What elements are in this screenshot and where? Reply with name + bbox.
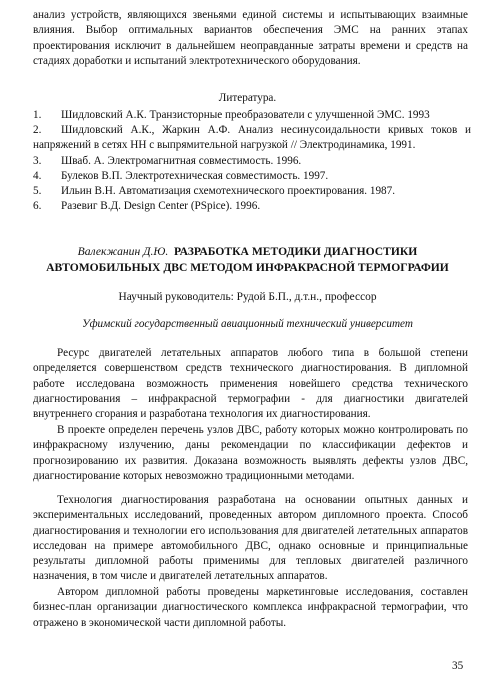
reference-number: 4. — [33, 169, 42, 182]
reference-number: 5. — [33, 185, 42, 198]
body-paragraph: Автором дипломной работы проведены маркетинговые исследования, составлен бизнес-план организации диагностического комплекса инфракрасной термографии, что отражено в экономической части дипломной работы. — [33, 586, 468, 629]
reference-item — [33, 154, 471, 169]
intro-paragraph: анализ устройств, являющихся звеньями единой системы и испытывающих взаимные влияния. Выбор оптимальных вариантов обеспечения ЭМС на ранних этапах проектирования исключит в дальнейшем неоправданные затраты времени и средств на стадиях доработки и испытаний электротехнического оборудования. — [33, 9, 468, 67]
reference-text: Шидловский А.К. Транзисторные преобразователи с улучшенной ЭМС. 1993 — [61, 109, 430, 121]
reference-number: 6. — [33, 200, 42, 213]
article-title-line1: РАЗРАБОТКА МЕТОДИКИ ДИАГНОСТИКИ — [174, 245, 418, 258]
reference-text: Шидловский А.К., Жаркин А.Ф. Анализ несинусоидальности кривых токов и напряжений в сетях НН с выпрямительной нагрузкой // Электродинамика, 1991. — [33, 124, 471, 152]
article-author: Валекжанин Д.Ю. — [77, 245, 169, 258]
reference-item — [33, 184, 471, 199]
reference-text: Разевиг В.Д. Design Center (PSpice). 1996. — [61, 200, 261, 213]
reference-number: 3. — [33, 154, 42, 167]
article-title-line2: АВТОМОБИЛЬНЫХ ДВС МЕТОДОМ ИНФРАКРАСНОЙ ТЕРМОГРАФИИ — [46, 261, 449, 274]
reference-number: 1. — [33, 109, 42, 121]
supervisor: Научный руководитель: Рудой Б.П., д.т.н., профессор — [118, 291, 377, 303]
reference-item — [33, 169, 471, 184]
reference-item — [33, 199, 471, 214]
body-paragraph: Ресурс двигателей летательных аппаратов любого типа в большой степени определяется совершенством средств технического диагностирования. В дипломной работе исследована возможность применения новейшего средства технического диагностирования – инфракрасной термографии - для диагностики двигателей внутреннего сгорания и разработана технология их диагностирования. — [33, 347, 468, 421]
reference-number: 2. — [33, 124, 42, 137]
reference-text: Ильин В.Н. Автоматизация схемотехнического проектирования. 1987. — [61, 185, 396, 198]
university: Уфимский государственный авиационный технический университет — [82, 318, 413, 330]
body-paragraph: В проекте определен перечень узлов ДВС, работу которых можно контролировать по инфракрасному излучению, даны рекомендации по классификации дефектов и прогнозированию их развития. Доказана возможность выявлять дефекты узлов ДВС, диагностирование которых невозможно традиционными методами. — [33, 424, 468, 482]
article-heading — [0, 244, 495, 276]
literature-title: Литература. — [218, 92, 277, 104]
reference-item — [33, 108, 471, 123]
reference-item — [33, 123, 471, 153]
page-number: 35 — [452, 660, 464, 672]
body-paragraph: Технология диагностирования разработана на основании опытных данных и экспериментальных исследований, проведенных автором дипломного проекта. Способ диагностирования и технологии его использования для двигателей летательных аппаратов исследован на примере автомобильного ДВС, однако основные и принципиальные результаты дипломной работы применимы для тепловых двигателей различного назначения, в том числе и двигателей летательных аппаратов. — [33, 494, 468, 583]
reference-text: Булеков В.П. Электротехническая совместимость. 1997. — [61, 169, 329, 182]
reference-text: Шваб. А. Электромагнитная совместимость. 1996. — [61, 154, 302, 167]
reference-list — [33, 108, 471, 214]
